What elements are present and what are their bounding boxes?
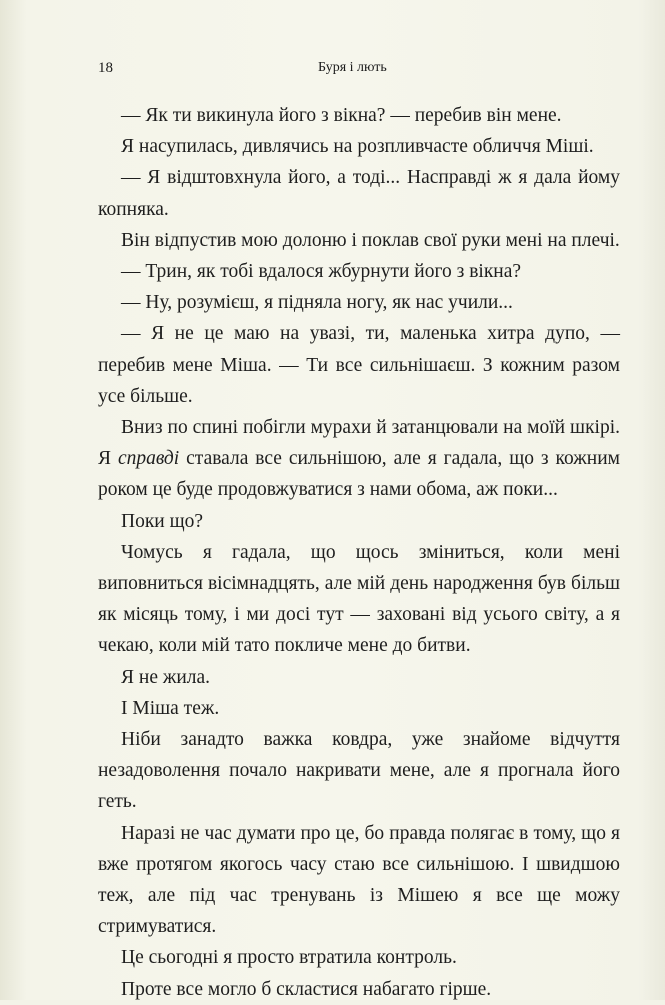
page-header <box>98 60 618 82</box>
paragraph: Ніби занадто важка ковдра, уже знайоме відчуття незадоволення почало накривати мене, але я прогнала його геть. <box>98 729 620 813</box>
paragraph: Чомусь я гадала, що щось зміниться, коли мені виповниться вісімнадцять, але мій день народження був більш як місяць тому, і ми досі тут — заховані від усього світу, а я чекаю, коли мій тато покличе мене до битви. <box>98 541 620 657</box>
emphasized-word: справді <box>117 448 180 470</box>
body-text <box>98 100 620 1005</box>
paragraph: Поки що? <box>121 510 204 532</box>
paragraph: — Я відштовхнула його, а тоді... Насправді ж я дала йому копняка. <box>98 167 620 220</box>
paragraph: Я не жила. <box>121 666 211 688</box>
paragraph: — Як ти викинула його з вікна? — перебив він мене. <box>121 105 562 126</box>
paragraph: — Ну, розумієш, я підняла ногу, як нас учили... <box>121 292 513 314</box>
paragraph: І Міша теж. <box>121 697 220 719</box>
paragraph: Наразі не час думати про це, бо правда полягає в тому, що я вже протягом якогось часу стаю все сильнішою. І швидшою теж, але під час тренувань із Мішею я все ще можу стримуватися. <box>98 822 620 938</box>
paragraph-text: ставала все сильнішою, але я гадала, що з кожним роком це буде продовжуватися з нами обома, аж поки... <box>98 448 620 501</box>
paragraph: Проте все могло б скластися набагато гірше. <box>121 978 492 1000</box>
paragraph: Я насупилась, дивлячись на розпливчасте обличчя Міші. <box>121 136 594 158</box>
paragraph: Це сьогодні я просто втратила контроль. <box>121 947 457 969</box>
page-number: 18 <box>98 60 113 76</box>
paragraph-text: Вниз по спині побігли мурахи й затанцювали на моїй шкірі. Я <box>98 417 620 470</box>
running-title: Буря і лють <box>318 60 387 75</box>
paragraph: — Трин, як тобі вдалося жбурнути його з вікна? <box>121 261 522 283</box>
paragraph: Він відпустив мою долоню і поклав свої руки мені на плечі. <box>121 229 620 251</box>
paragraph <box>98 412 620 506</box>
paragraph: — Я не це маю на увазі, ти, маленька хитра дупо, — перебив мене Міша. — Ти все сильнішаєш. З кожним разом усе більше. <box>98 323 620 407</box>
